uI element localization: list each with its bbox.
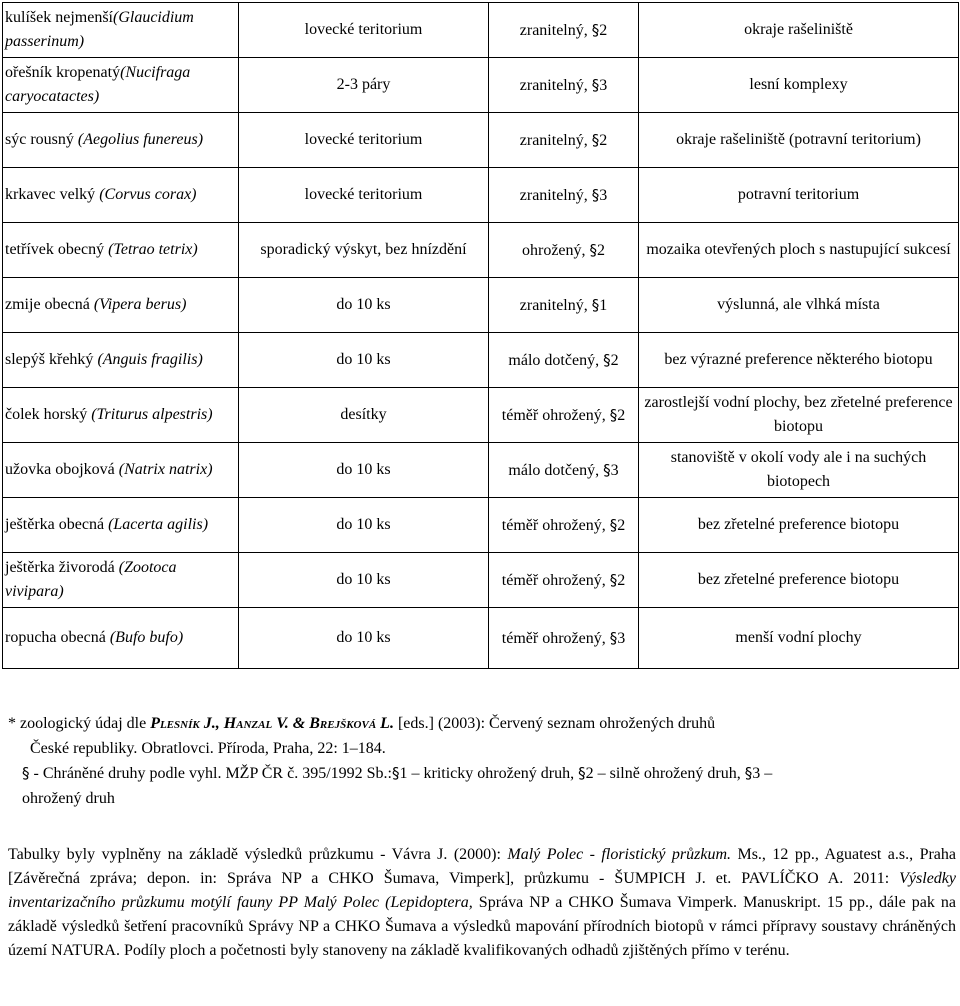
species-table-body [3,3,959,669]
zoo-note-authors: Plesník J., Hanzal V. & Brejšková L. [150,715,394,732]
habitat-cell: okraje rašeliniště [639,3,959,58]
species-name: ještěrka živorodá [5,559,119,576]
table-row [3,168,959,223]
species-cell [3,278,239,333]
occurrence-cell: do 10 ks [239,278,489,333]
protection-note-line2 [8,786,956,811]
table-row [3,608,959,669]
section-symbol-icon: § [591,185,600,204]
table-row [3,553,959,608]
species-name: tetřívek obecný [5,241,109,258]
data-source-paragraph [8,843,956,963]
occurrence-cell: lovecké teritorium [239,113,489,168]
zoological-note-line2 [8,736,956,761]
status-cell [489,168,639,223]
status-cell [489,3,639,58]
threat-status: zranitelný, [519,21,592,39]
species-cell [3,333,239,388]
section-symbol-icon: § [603,350,611,369]
occurrence-cell: lovecké teritorium [239,168,489,223]
species-name: ještěrka obecná [5,516,109,533]
law-category-1: 1 – kriticky ohrožený druh, [399,765,579,782]
species-latin-name: (Aegolius funereus) [77,131,204,148]
species-name: kulíšek nejmenší [5,9,113,26]
protection-category: 2 [617,406,626,424]
status-cell [489,608,639,669]
protection-category: 2 [599,131,608,149]
section-symbol-icon: § [609,570,618,589]
table-row [3,278,959,333]
species-cell [3,113,239,168]
threat-status: málo dotčený, [508,461,604,479]
status-cell [489,498,639,553]
law-prefix: - Chráněné druhy podle vyhl. MŽP ČR č. 395/1992 Sb.: [29,765,392,782]
species-cell [3,443,239,498]
species-cell [3,168,239,223]
occurrence-cell: sporadický výskyt, bez hnízdění [239,223,489,278]
occurrence-cell: do 10 ks [239,498,489,553]
status-cell [489,443,639,498]
species-cell [3,388,239,443]
protection-category: 2 [617,571,626,589]
section-symbol-icon: § [591,295,600,314]
status-cell [489,223,639,278]
threat-status: téměř ohrožený, [501,516,610,534]
species-name: užovka obojková [5,461,119,478]
status-cell [489,278,639,333]
habitat-cell: stanoviště v okolí vody ale i na suchých biotopech [639,443,959,498]
table-row [3,498,959,553]
threat-status: zranitelný, [519,186,592,204]
section-symbol-icon: § [744,764,753,782]
table-row [3,3,959,58]
species-cell [3,608,239,669]
species-latin-name: (Glaucidium passerinum) [5,9,194,50]
section-symbol-icon: § [603,460,611,479]
occurrence-cell: desítky [239,388,489,443]
status-cell [489,388,639,443]
habitat-cell: lesní komplexy [639,58,959,113]
protection-category: 3 [599,186,608,204]
protection-category: 2 [597,241,606,259]
status-cell [489,113,639,168]
species-latin-name: (Corvus corax) [99,186,197,203]
law-category-3: 3 – [752,765,773,782]
law-category-3-text: ohrožený druh [22,790,115,807]
species-name: sýc rousný [5,131,78,148]
status-cell [489,553,639,608]
source-text-1: Tabulky byly vyplněny na základě výsledků průzkumu - Vávra J. (2000): [8,846,508,863]
section-symbol-icon: § [591,130,600,149]
source-text-3: Správa NP a CHKO Šumava Vimperk. Manuskript. 15 pp., dále pak na základě výsledků šetření pracovníků Správy NP a CHKO Šumava a výsledků mapování přírodních biotopů v rámci přípravy soustavy chráněných území NATURA. Podíly ploch a početnosti byly stanoveny na základě kvalifikovaných odhadů zjištěných přímo v terénu. [8,894,956,959]
species-latin-name: (Natrix natrix) [118,461,213,478]
source-title-1: Malý Polec - floristický průzkum. [507,846,731,863]
habitat-cell: mozaika otevřených ploch s nastupující sukcesí [639,223,959,278]
occurrence-cell: do 10 ks [239,553,489,608]
table-row [3,223,959,278]
zoological-note [8,711,956,736]
section-symbol-icon: § [591,20,600,39]
habitat-cell: bez zřetelné preference biotopu [639,498,959,553]
species-cell [3,58,239,113]
habitat-cell: bez výrazné preference některého biotopu [639,333,959,388]
species-latin-name: (Triturus alpestris) [91,406,213,423]
table-row [3,58,959,113]
habitat-cell: bez zřetelné preference biotopu [639,553,959,608]
protection-category: 3 [599,76,608,94]
protection-category: 2 [610,351,619,369]
status-cell [489,333,639,388]
species-cell [3,498,239,553]
threat-status: zranitelný, [519,76,592,94]
section-symbol-icon: § [609,628,618,647]
occurrence-cell: do 10 ks [239,333,489,388]
section-symbol-icon: § [22,764,30,782]
protection-category: 2 [617,516,626,534]
table-row [3,333,959,388]
species-latin-name: (Tetrao tetrix) [108,241,198,258]
species-latin-name: (Bufo bufo) [109,629,184,646]
habitat-cell: menší vodní plochy [639,608,959,669]
species-cell [3,3,239,58]
threat-status: téměř ohrožený, [501,629,610,647]
occurrence-cell: do 10 ks [239,608,489,669]
occurrence-cell: 2-3 páry [239,58,489,113]
section-symbol-icon: § [578,764,586,782]
table-row [3,388,959,443]
protection-category: 1 [599,296,608,314]
table-row [3,113,959,168]
protection-note [8,761,956,786]
protection-category: 3 [610,461,619,479]
occurrence-cell: do 10 ks [239,443,489,498]
status-cell [489,58,639,113]
threat-status: ohrožený, [521,241,590,259]
species-name: krkavec velký [5,186,100,203]
footnotes [8,711,956,811]
threat-status: zranitelný, [519,131,592,149]
law-category-2: 2 – silně ohrožený druh, [585,765,745,782]
species-latin-name: (Zootoca vivipara) [5,559,177,600]
zoo-note-reference: [eds.] (2003): Červený seznam ohrožených druhů [393,715,716,732]
zoo-note-prefix: * zoologický údaj dle [8,715,151,732]
source-title-2: Výsledky inventarizačního průzkumu motýlí fauny PP Malý Polec (Lepidoptera, [8,870,956,911]
section-symbol-icon: § [609,515,618,534]
species-name: slepýš křehký [5,351,98,368]
species-table [2,2,959,669]
threat-status: téměř ohrožený, [501,571,610,589]
species-name: ořešník kropenatý [5,64,121,81]
species-name: zmije obecná [5,296,94,313]
habitat-cell: okraje rašeliniště (potravní teritorium) [639,113,959,168]
threat-status: zranitelný, [519,296,592,314]
threat-status: málo dotčený, [508,351,604,369]
species-name: čolek horský [5,406,92,423]
habitat-cell: potravní teritorium [639,168,959,223]
species-latin-name: (Lacerta agilis) [108,516,209,533]
occurrence-cell: lovecké teritorium [239,3,489,58]
habitat-cell: zarostlejší vodní plochy, bez zřetelné preference biotopu [639,388,959,443]
table-row [3,443,959,498]
protection-category: 3 [617,629,626,647]
species-latin-name: (Anguis fragilis) [97,351,203,368]
section-symbol-icon: § [591,75,600,94]
species-latin-name: (Nucifraga caryocatactes) [5,64,191,105]
section-symbol-icon: § [589,240,598,259]
species-cell [3,553,239,608]
species-cell [3,223,239,278]
species-latin-name: (Vipera berus) [93,296,187,313]
source-text-2: Ms., 12 pp., Aguatest a.s., Praha [Závěrečná zpráva; depon. in: Správa NP a CHKO Šumava, Vimperk], průzkumu - ŠUMPICH J. et. PAVLÍČKO A. 2011: [8,846,957,887]
section-symbol-icon: § [392,764,400,782]
section-symbol-icon: § [609,405,618,424]
species-name: ropucha obecná [5,629,110,646]
habitat-cell: výslunná, ale vlhká místa [639,278,959,333]
threat-status: téměř ohrožený, [501,406,610,424]
zoo-note-publication: České republiky. Obratlovci. Příroda, Praha, 22: 1–184. [30,740,386,757]
protection-category: 2 [599,21,608,39]
